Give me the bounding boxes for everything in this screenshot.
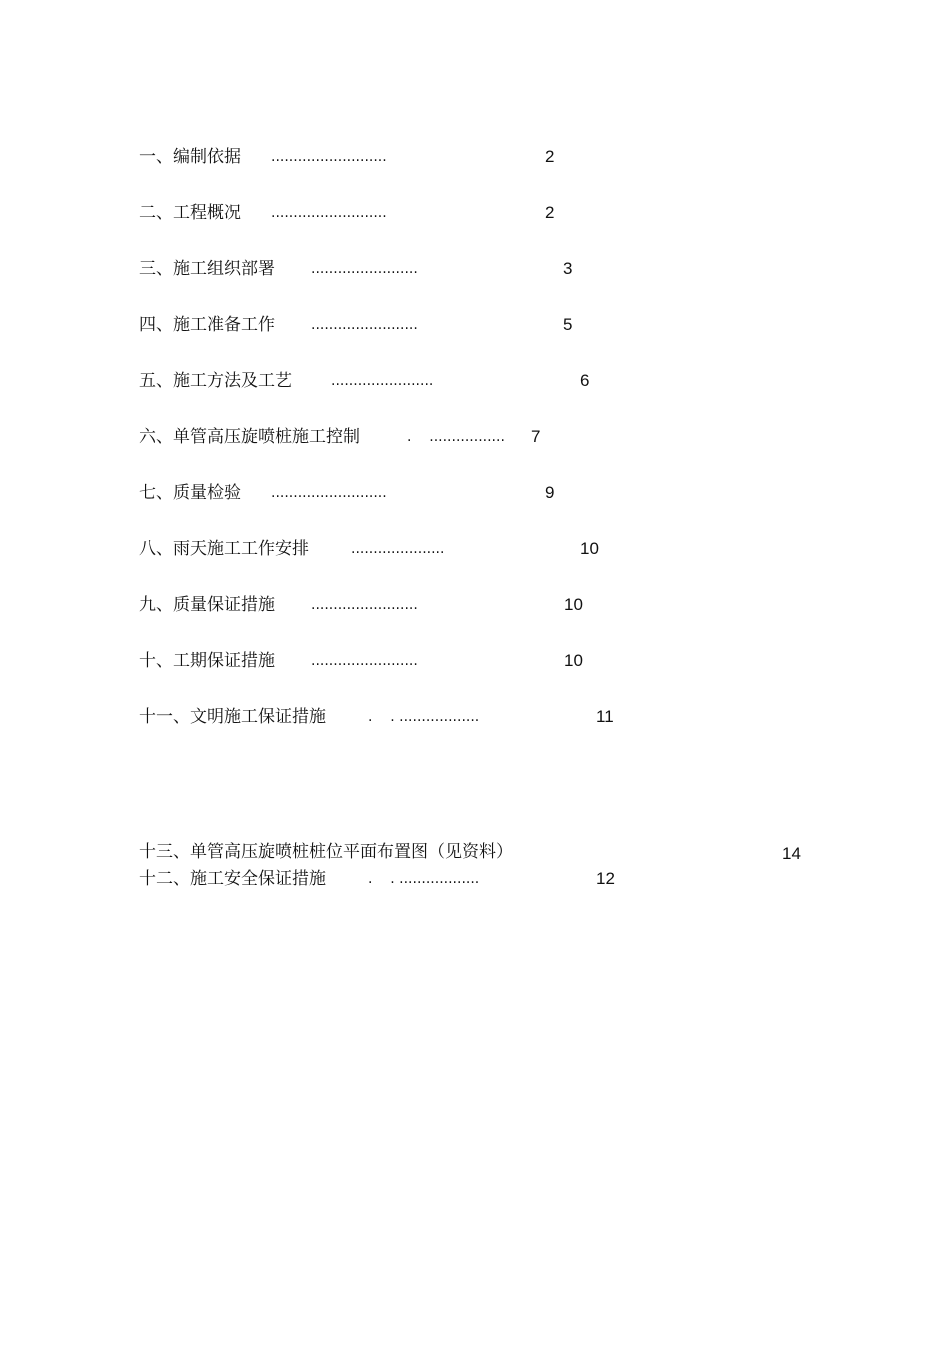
toc-entry-page: 3 (563, 259, 573, 278)
toc-entry-leader: . . .................. (368, 871, 480, 887)
toc-entry-title: 十一、文明施工保证措施 (139, 707, 326, 727)
toc-entry (0, 146, 950, 168)
toc-entry-leader: .......................... (271, 149, 387, 165)
toc-entry-page: 9 (545, 483, 555, 502)
toc-entry-title: 九、质量保证措施 (139, 595, 275, 615)
toc-entry (0, 841, 950, 863)
toc-entry-page: 5 (563, 315, 573, 334)
toc-entry (0, 202, 950, 224)
toc-entry-title: 一、编制依据 (139, 147, 241, 167)
toc-entry (0, 594, 950, 616)
toc-entry-leader: ........................ (311, 261, 418, 277)
toc-entry-page: 10 (580, 539, 599, 558)
toc-entry-page: 11 (596, 707, 614, 726)
toc-entry-title: 四、施工准备工作 (139, 315, 275, 335)
toc-entry-page: 12 (596, 869, 615, 888)
toc-entry-title: 二、工程概况 (139, 203, 241, 223)
toc-entry-title: 三、施工组织部署 (139, 259, 275, 279)
toc-entry-page: 2 (545, 203, 555, 222)
toc-entry (0, 482, 950, 504)
toc-entry-page: 6 (580, 371, 590, 390)
toc-entry (0, 650, 950, 672)
toc-entry-page: 10 (564, 595, 583, 614)
toc-entry-title: 六、单管高压旋喷桩施工控制 (139, 427, 360, 447)
toc-entry (0, 538, 950, 560)
toc-entry-leader: ..................... (351, 541, 445, 557)
toc-entry (0, 314, 950, 336)
toc-entry-title: 八、雨天施工工作安排 (139, 539, 309, 559)
toc-entry-leader: ........................ (311, 597, 418, 613)
toc-entry-title: 五、施工方法及工艺 (139, 371, 292, 391)
toc-entry-title: 十二、施工安全保证措施 (139, 869, 326, 889)
toc-entry-leader: .......................... (271, 485, 387, 501)
toc-entry-leader: ....................... (331, 373, 434, 389)
toc-entry-title: 十三、单管高压旋喷桩桩位平面布置图（见资料） (139, 842, 513, 862)
toc-entry (0, 426, 950, 448)
toc-entry-page: 7 (531, 427, 541, 446)
toc-entry-page: 14 (782, 844, 801, 863)
toc-entry-leader: . . .................. (368, 709, 480, 725)
toc-entry (0, 258, 950, 280)
toc-entry-page: 2 (545, 147, 555, 166)
toc-entry-page: 10 (564, 651, 583, 670)
toc-entry-leader: ........................ (311, 653, 418, 669)
toc-entry-title: 十、工期保证措施 (139, 651, 275, 671)
toc-entry-leader: . ................. (407, 429, 505, 445)
toc-entry (0, 370, 950, 392)
toc-entry-leader: .......................... (271, 205, 387, 221)
toc-entry (0, 706, 950, 728)
toc-entry-title: 七、质量检验 (139, 483, 241, 503)
toc-entry (0, 868, 950, 890)
toc-entry-leader: ........................ (311, 317, 418, 333)
